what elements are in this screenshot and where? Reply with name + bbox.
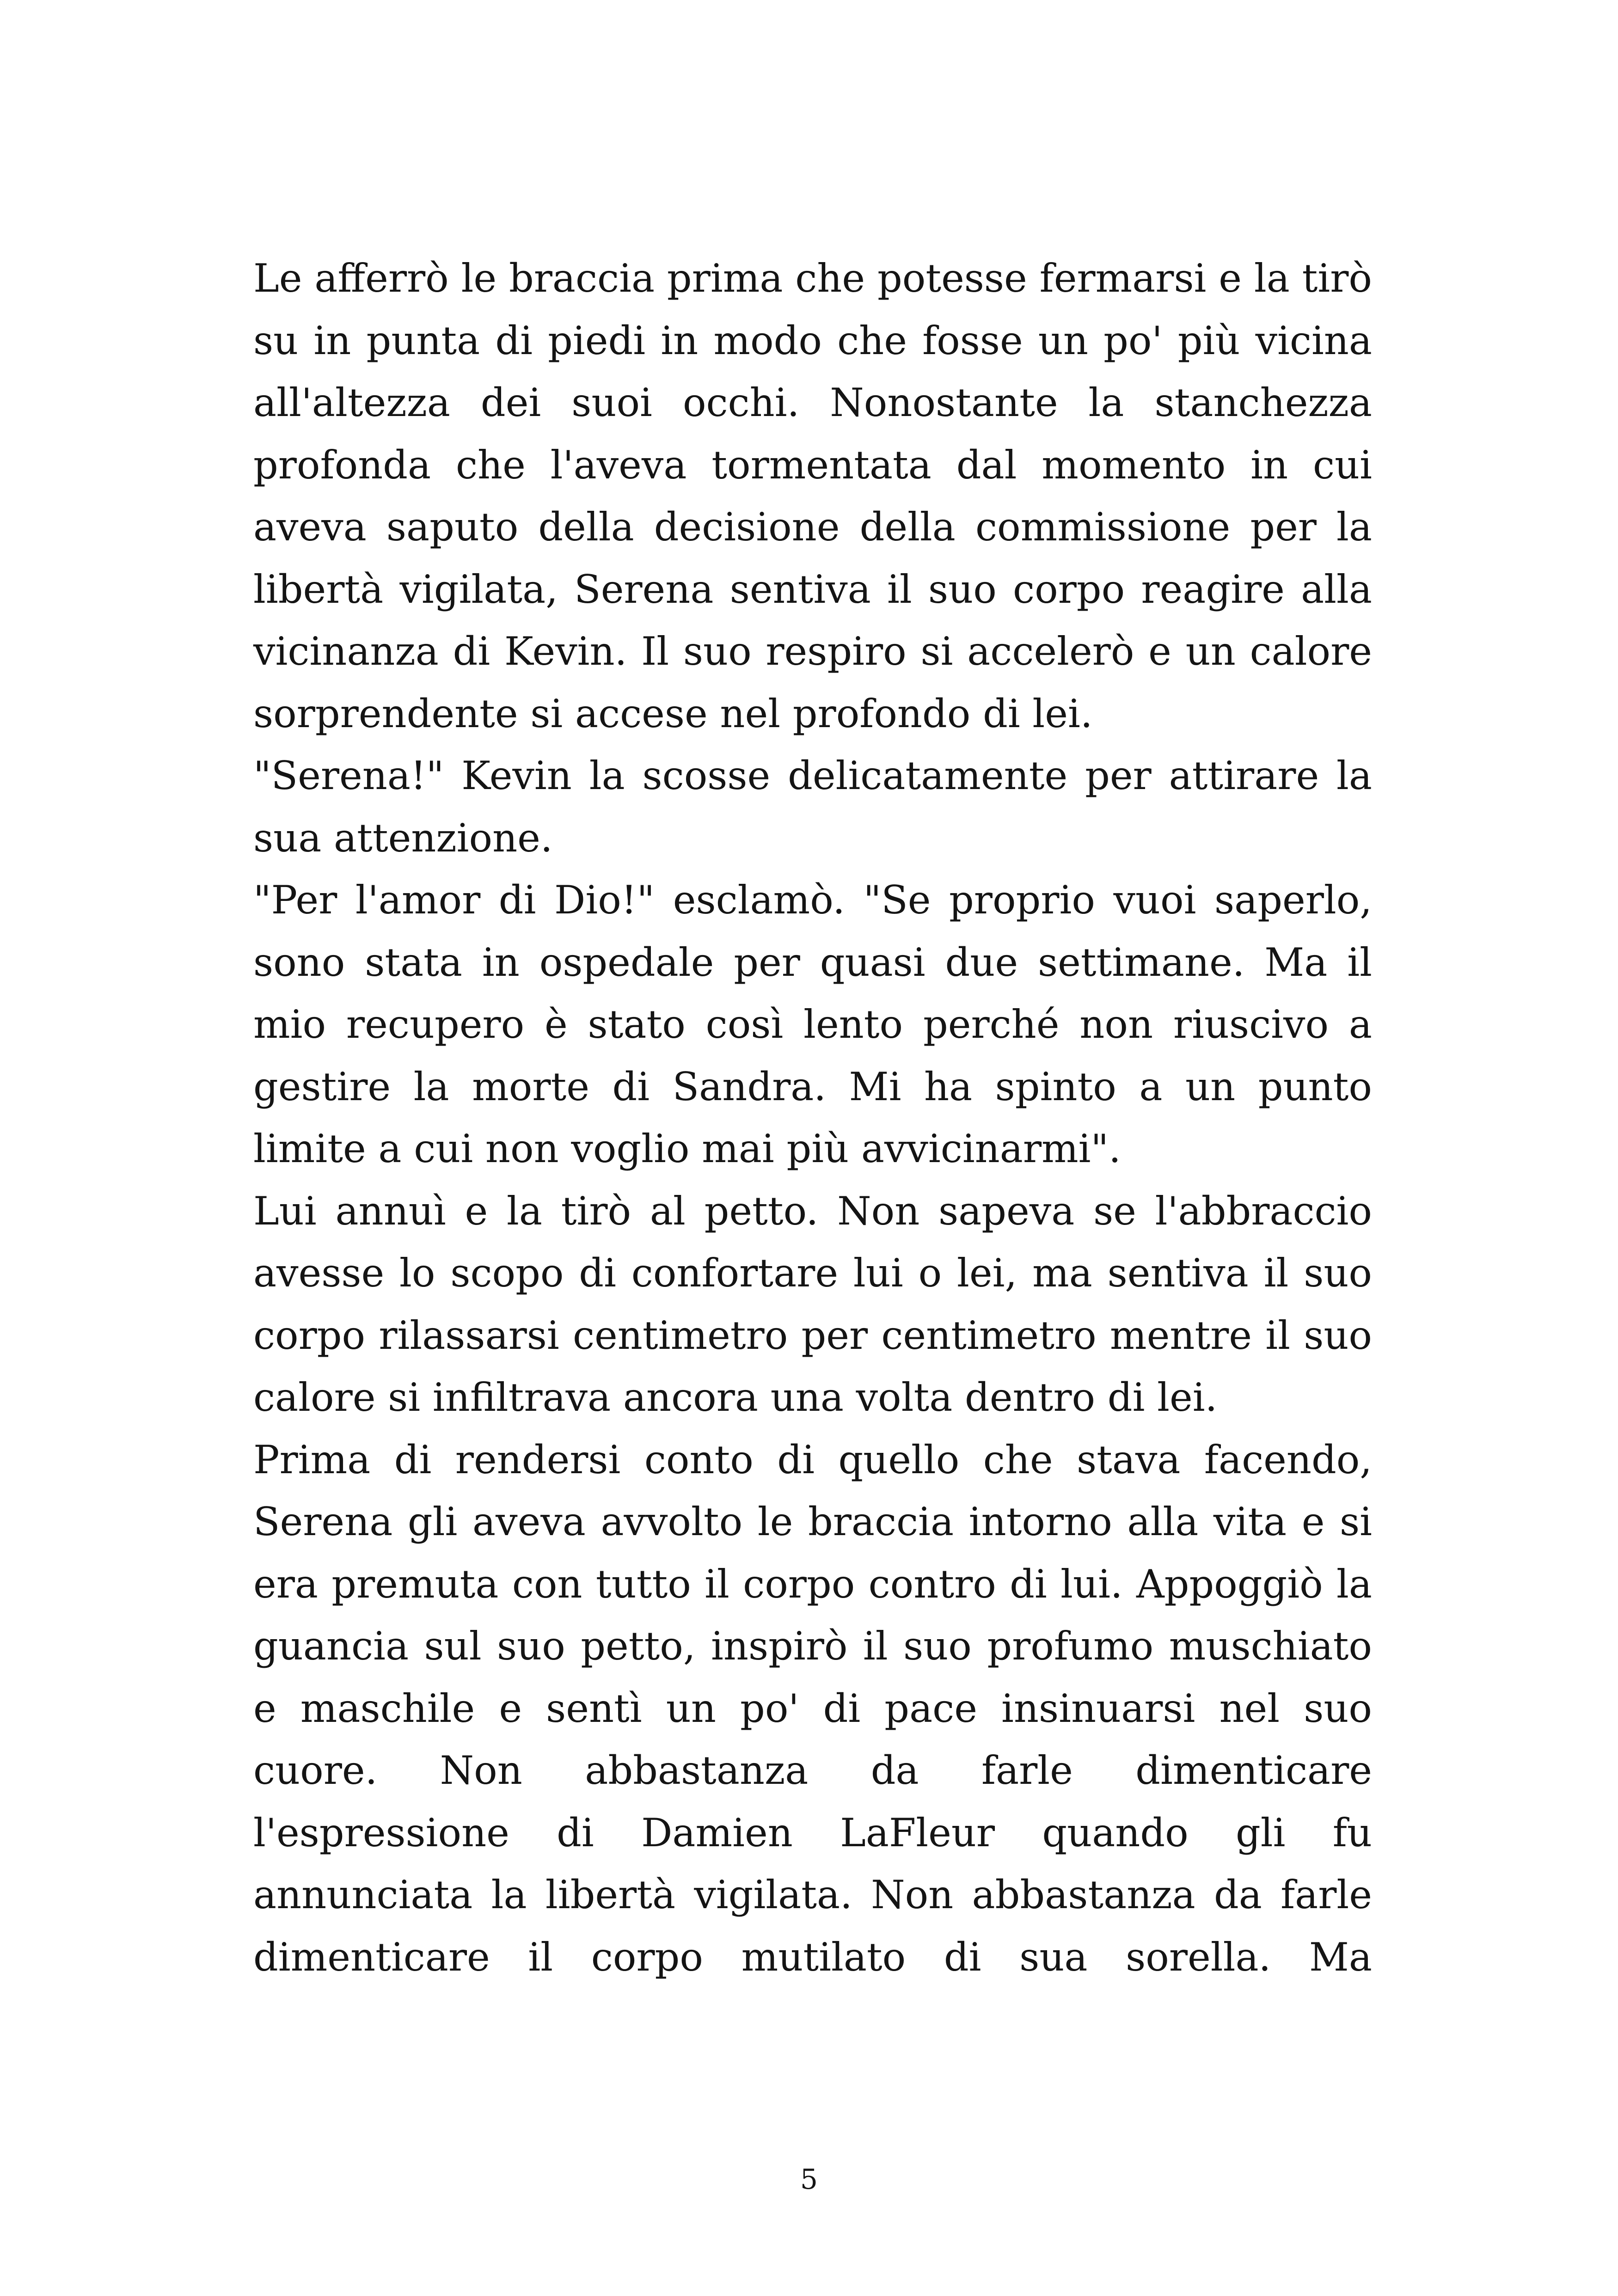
text-line: profonda che l'aveva tormentata dal momento in cui [253,442,1372,488]
text-line: libertà vigilata, Serena sentiva il suo corpo reagire alla [253,566,1372,612]
text-line: l'espressione di Damien LaFleur quando gli fu [253,1810,1372,1855]
body-text [253,247,1372,1988]
text-line: gestire la morte di Sandra. Mi ha spinto a un punto [253,1064,1372,1109]
text-line: e maschile e sentì un po' di pace insinuarsi nel suo [253,1685,1372,1731]
text-line: Lui annuì e la tirò al petto. Non sapeva se l'abbraccio [253,1188,1372,1234]
text-line: limite a cui non voglio mai più avvicinarmi". [253,1126,1121,1171]
paragraph [253,1180,1372,1429]
text-line: sono stata in ospedale per quasi due settimane. Ma il [253,939,1372,985]
text-line: Serena gli aveva avvolto le braccia intorno alla vita e si [253,1499,1372,1544]
page-number: 5 [800,2163,818,2196]
text-line: Le afferrò le braccia prima che potesse fermarsi e la tirò [253,256,1372,301]
paragraph [253,869,1372,1180]
text-line: annunciata la libertà vigilata. Non abbastanza da farle [253,1872,1372,1917]
text-line: cuore. Non abbastanza da farle dimenticare [253,1748,1372,1793]
text-line: "Per l'amor di Dio!" esclamò. "Se proprio vuoi saperlo, [253,877,1372,923]
text-line: vicinanza di Kevin. Il suo respiro si accelerò e un calore [253,629,1372,674]
text-line: Prima di rendersi conto di quello che stava facendo, [253,1437,1372,1482]
paragraph [253,1429,1372,1989]
paragraph [253,247,1372,745]
text-line: sorprendente si accese nel profondo di lei. [253,691,1093,736]
text-line: guancia sul suo petto, inspirò il suo profumo muschiato [253,1623,1372,1669]
text-line: avesse lo scopo di confortare lui o lei, ma sentiva il suo [253,1250,1372,1296]
text-line: calore si infiltrava ancora una volta dentro di lei. [253,1375,1218,1420]
text-line: aveva saputo della decisione della commissione per la [253,504,1372,550]
text-line: mio recupero è stato così lento perché non riuscivo a [253,1002,1372,1047]
text-line: su in punta di piedi in modo che fosse un po' più vicina [253,318,1372,363]
text-line: sua attenzione. [253,815,553,861]
text-line: "Serena!" Kevin la scosse delicatamente per attirare la [253,753,1372,798]
text-line: all'altezza dei suoi occhi. Nonostante la stanchezza [253,380,1372,425]
text-line: corpo rilassarsi centimetro per centimetro mentre il suo [253,1312,1372,1358]
paragraph [253,745,1372,869]
text-line: era premuta con tutto il corpo contro di lui. Appoggiò la [253,1561,1372,1607]
text-line: dimenticare il corpo mutilato di sua sorella. Ma [253,1934,1372,1980]
